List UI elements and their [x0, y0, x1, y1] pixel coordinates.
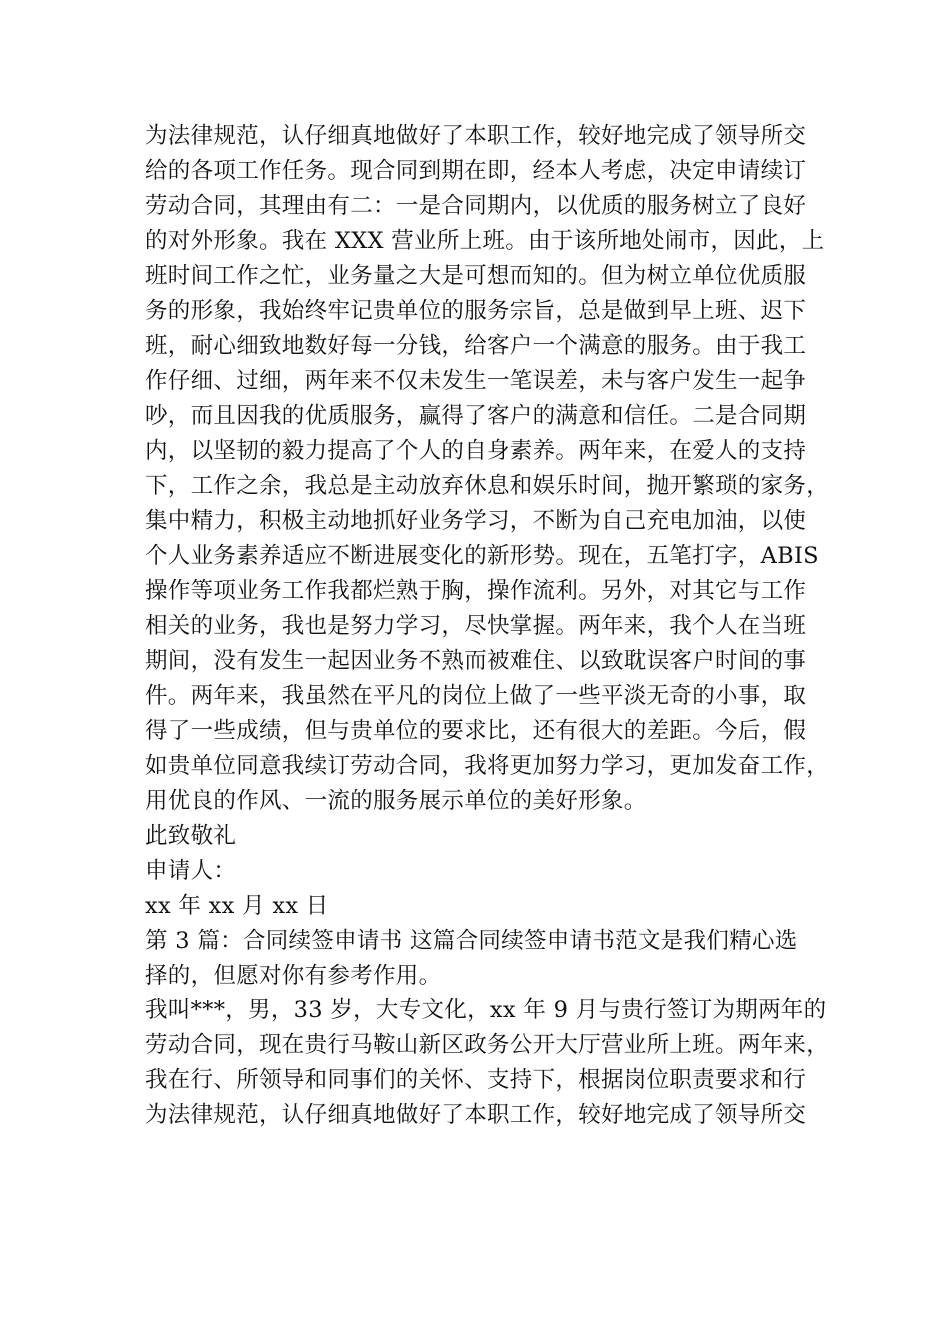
text-line: 得了一些成绩，但与贵单位的要求比，还有很大的差距。今后，假: [145, 718, 807, 744]
body-text-block-2: [145, 993, 830, 1133]
text-line: 作仔细、过细，两年来不仅未发生一笔误差，未与客户发生一起争: [145, 368, 807, 394]
text-line: 给的各项工作任务。现合同到期在即，经本人考虑，决定申请续订: [145, 158, 807, 184]
text-line: 下，工作之余，我总是主动放弃休息和娱乐时间，抛开繁琐的家务，: [145, 473, 830, 499]
text-line: 为法律规范，认仔细真地做好了本职工作，较好地完成了领导所交: [145, 123, 807, 149]
text-line: 相关的业务，我也是努力学习，尽快掌握。两年来，我个人在当班: [145, 613, 807, 639]
text-line: 个人业务素养适应不断进展变化的新形势。现在，五笔打字，ABIS: [145, 543, 819, 569]
text-line: 我叫***，男，33 岁，大专文化，xx 年 9 月与贵行签订为期两年的: [145, 997, 827, 1023]
text-line: 我在行、所领导和同事们的关怀、支持下，根据岗位职责要求和行: [145, 1067, 807, 1093]
section-heading: 第 3 篇：合同续签申请书 这篇合同续签申请书范文是我们精心选: [145, 928, 798, 954]
text-line: 择的，但愿对你有参考作用。: [145, 963, 442, 989]
text-line: 的对外形象。我在 XXX 营业所上班。由于该所地处闹市，因此，上: [145, 228, 825, 254]
text-line: 如贵单位同意我续订劳动合同，我将更加努力学习，更加发奋工作，: [145, 753, 830, 779]
closing-salutation: 此致敬礼: [145, 823, 237, 849]
text-line: 集中精力，积极主动地抓好业务学习，不断为自己充电加油，以使: [145, 508, 807, 534]
text-line: 内，以坚韧的毅力提高了个人的自身素养。两年来，在爱人的支持: [145, 438, 807, 464]
text-line: 操作等项业务工作我都烂熟于胸，操作流利。另外，对其它与工作: [145, 578, 807, 604]
applicant-label: 申请人：: [145, 858, 237, 884]
date-line: xx 年 xx 月 xx 日: [145, 893, 329, 919]
text-line: 班时间工作之忙，业务量之大是可想而知的。但为树立单位优质服: [145, 263, 807, 289]
body-text-block: [145, 119, 830, 994]
text-line: 为法律规范，认仔细真地做好了本职工作，较好地完成了领导所交: [145, 1102, 807, 1128]
text-line: 劳动合同，其理由有二：一是合同期内，以优质的服务树立了良好: [145, 193, 807, 219]
text-line: 务的形象，我始终牢记贵单位的服务宗旨，总是做到早上班、迟下: [145, 298, 807, 324]
text-line: 劳动合同，现在贵行马鞍山新区政务公开大厅营业所上班。两年来，: [145, 1032, 830, 1058]
text-line: 期间，没有发生一起因业务不熟而被难住、以致耽误客户时间的事: [145, 648, 807, 674]
text-line: 班，耐心细致地数好每一分钱，给客户一个满意的服务。由于我工: [145, 333, 807, 359]
text-line: 件。两年来，我虽然在平凡的岗位上做了一些平淡无奇的小事，取: [145, 683, 807, 709]
text-line: 吵，而且因我的优质服务，赢得了客户的满意和信任。二是合同期: [145, 403, 807, 429]
text-line: 用优良的作风、一流的服务展示单位的美好形象。: [145, 788, 647, 814]
